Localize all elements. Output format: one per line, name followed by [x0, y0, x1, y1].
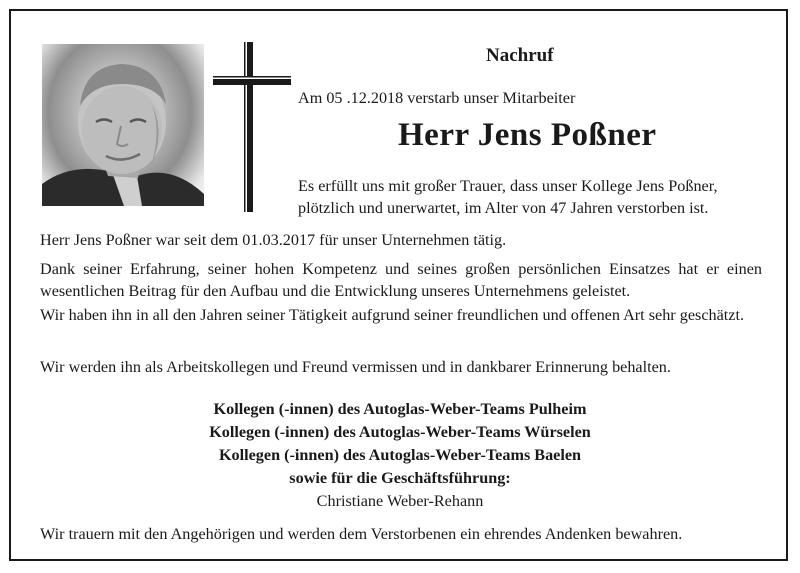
cross-icon [205, 42, 295, 212]
deceased-name: Herr Jens Poßner [398, 117, 657, 153]
signature-line: Kollegen (-innen) des Autoglas-Weber-Teams Würselen [209, 423, 591, 441]
notice-heading: Nachruf [486, 45, 554, 66]
statement-line-2: plötzlich und unerwartet, im Alter von 47 Jahren verstorben ist. [298, 199, 709, 217]
paragraph-remembrance: Wir werden ihn als Arbeitskollegen und Freund vermissen und in dankbarer Erinnerung behalten. [40, 358, 671, 376]
closing-line: Wir trauern mit den Angehörigen und werden dem Verstorbenen ein ehrendes Andenken bewahren. [40, 525, 683, 543]
paragraph-contribution: Dank seiner Erfahrung, seiner hohen Kompetenz und seines großen persönlichen Einsatzes hat er einen wesentlichen Beitrag für den Aufbau und die Entwicklung unseres Unternehmens geleistet. [40, 260, 762, 300]
signature-line: Kollegen (-innen) des Autoglas-Weber-Teams Baelen [218, 446, 582, 464]
signatory-name: Christiane Weber-Rehann [316, 492, 484, 510]
paragraph-employment: Herr Jens Poßner war seit dem 01.03.2017 für unser Unternehmen tätig. [40, 231, 507, 249]
statement-line-1: Es erfüllt uns mit großer Trauer, dass unser Kollege Jens Poßner, [298, 177, 718, 195]
paragraph-appreciation: Wir haben ihn in all den Jahren seiner Tätigkeit aufgrund seiner freundlichen und offenen Art sehr geschätzt. [40, 306, 745, 324]
signature-line: sowie für die Geschäftsführung: [289, 469, 511, 487]
portrait-photo [42, 44, 204, 206]
signature-line: Kollegen (-innen) des Autoglas-Weber-Teams Pulheim [213, 400, 587, 418]
intro-line: Am 05 .12.2018 verstarb unser Mitarbeiter [298, 89, 576, 107]
